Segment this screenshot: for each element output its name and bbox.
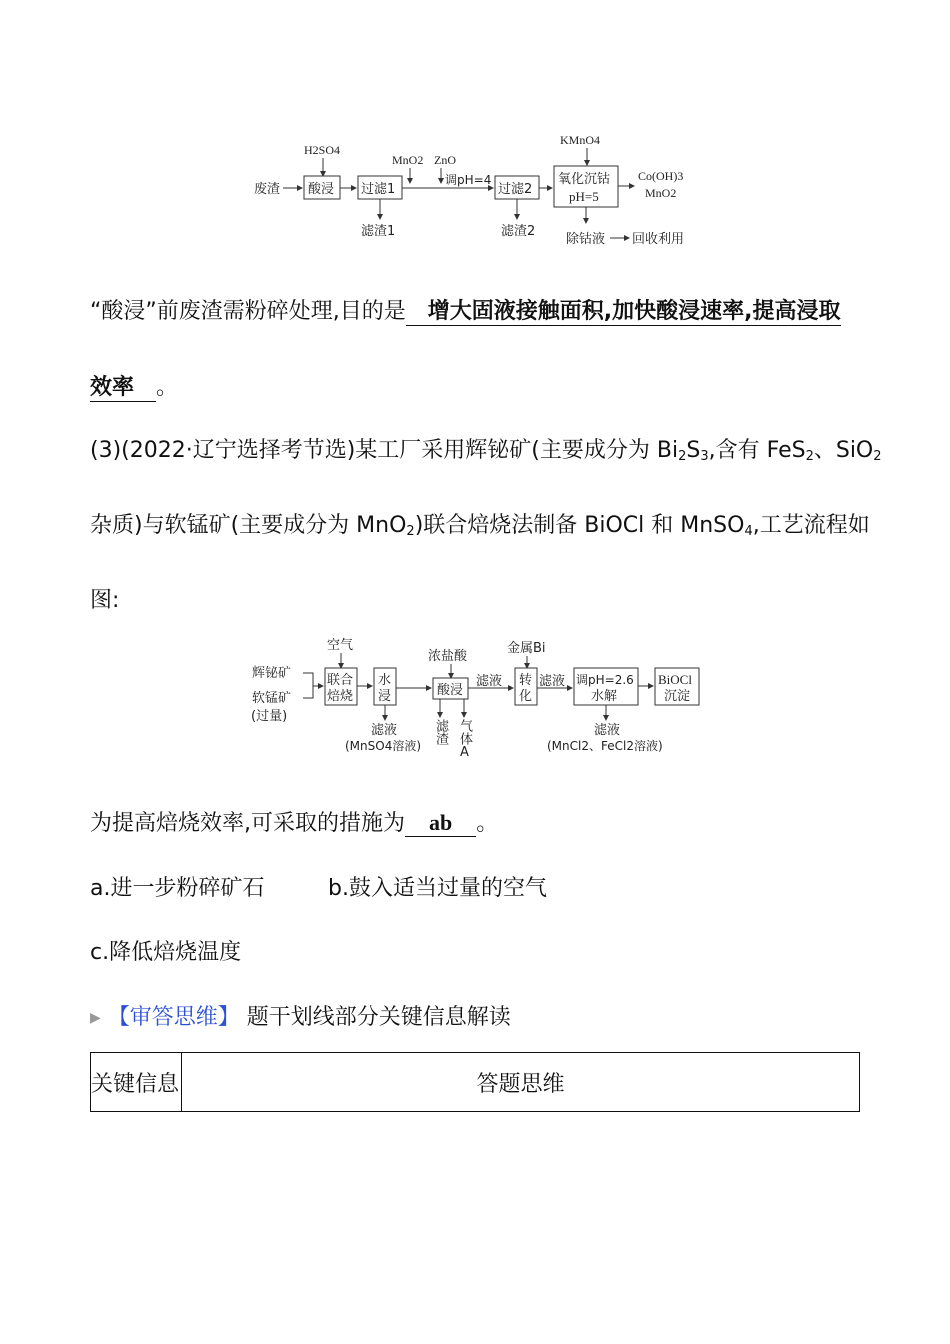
triangle-icon: ▶ [90, 1010, 101, 1026]
water-1: 水 [378, 673, 392, 688]
product-biocl: BiOCl [658, 672, 692, 687]
acid2: 酸浸 [437, 683, 464, 698]
gas-col: 气体A [457, 719, 472, 760]
step-oxidation-1: 氧化沉钴 [558, 172, 611, 187]
reagent-h2so4: H2SO4 [304, 143, 341, 157]
filtrate-b: 滤液 [539, 674, 566, 689]
q-measures-suffix: 。 [476, 811, 499, 836]
ore-2: 软锰矿 [252, 691, 292, 706]
option-b: b.鼓入适当过量的空气 [328, 876, 547, 901]
ore-1: 辉铋矿 [252, 666, 292, 681]
q3-line3: 图: [90, 588, 120, 613]
table-col-thinking: 答题思维 [182, 1053, 860, 1112]
step-acid: 酸浸 [308, 182, 335, 197]
q2-line2 [90, 370, 178, 402]
q2-answer-line2: 效率 [90, 370, 156, 402]
metal-bi: 金属Bi [507, 641, 546, 656]
step-filter2: 过滤2 [498, 182, 533, 197]
product-precip: 沉淀 [664, 689, 691, 704]
filtrate-a: 滤液 [476, 674, 503, 689]
ph-adjust: 调pH=4 [445, 173, 492, 187]
recycle: 回收利用 [632, 232, 685, 247]
q2-line1 [90, 294, 841, 326]
roast-2: 焙烧 [327, 689, 354, 704]
filt1-label: 滤液 [371, 723, 398, 738]
residue-col: 滤渣 [433, 719, 448, 745]
flowchart-bismuth [245, 630, 715, 775]
q2-prefix: “酸浸”前废渣需粉碎处理,目的是 [90, 299, 406, 324]
air: 空气 [327, 638, 354, 653]
option-a: a.进一步粉碎矿石 [90, 876, 265, 901]
flowchart-cobalt [240, 125, 710, 255]
table-header-row [91, 1053, 860, 1112]
product-mno2: MnO2 [645, 186, 677, 200]
section-header [90, 1000, 511, 1031]
option-c: c.降低焙烧温度 [90, 940, 242, 965]
q2-answer-line1: 增大固液接触面积,加快酸浸速率,提高浸取 [406, 294, 841, 326]
reagent-mno2: MnO2 [392, 153, 424, 167]
analysis-table [90, 1052, 860, 1112]
hydro-2: 水解 [591, 689, 618, 704]
convert-2: 化 [519, 689, 533, 704]
q-measures [90, 806, 498, 837]
filt2-note: (MnCl2、FeCl2溶液) [547, 739, 663, 753]
reagent-kmno4: KMnO4 [560, 133, 601, 147]
section-label: 【审答思维】 [107, 1005, 240, 1030]
excess: (过量) [251, 709, 288, 724]
roast-1: 联合 [327, 673, 354, 688]
q2-suffix: 。 [156, 375, 179, 400]
water-2: 浸 [378, 689, 392, 704]
q3-line2: 杂质)与软锰矿(主要成分为 MnO$_2$)联合焙烧法制备 BiOCl 和 MnSO$_4$,工艺流程如 [90, 513, 870, 539]
q3-line1: (3)(2022·辽宁选择考节选)某工厂采用辉铋矿(主要成分为 $Bi_2S_3$,含有 FeS$_2$、SiO$_2$ [90, 438, 882, 464]
step-oxidation-2: pH=5 [569, 189, 599, 204]
cobalt-free-liquid: 除钴液 [566, 232, 606, 247]
step-filter1: 过滤1 [361, 182, 396, 197]
convert-1: 转 [519, 673, 533, 688]
residue-2: 滤渣2 [501, 224, 536, 239]
filt1-note: (MnSO4溶液) [345, 739, 422, 753]
q-measures-prefix: 为提高焙烧效率,可采取的措施为 [90, 811, 405, 836]
hydro-1: 调pH=2.6 [576, 673, 634, 687]
table-col-key-info: 关键信息 [91, 1053, 182, 1112]
residue-1: 滤渣1 [361, 224, 396, 239]
product-cooh3: Co(OH)3 [638, 169, 684, 183]
filt2-label: 滤液 [594, 723, 621, 738]
conc-hcl: 浓盐酸 [428, 649, 468, 664]
reagent-zno: ZnO [434, 153, 456, 167]
section-title: 题干划线部分关键信息解读 [246, 1005, 511, 1030]
q-measures-answer: ab [405, 810, 476, 837]
input-waste: 废渣 [254, 182, 281, 197]
